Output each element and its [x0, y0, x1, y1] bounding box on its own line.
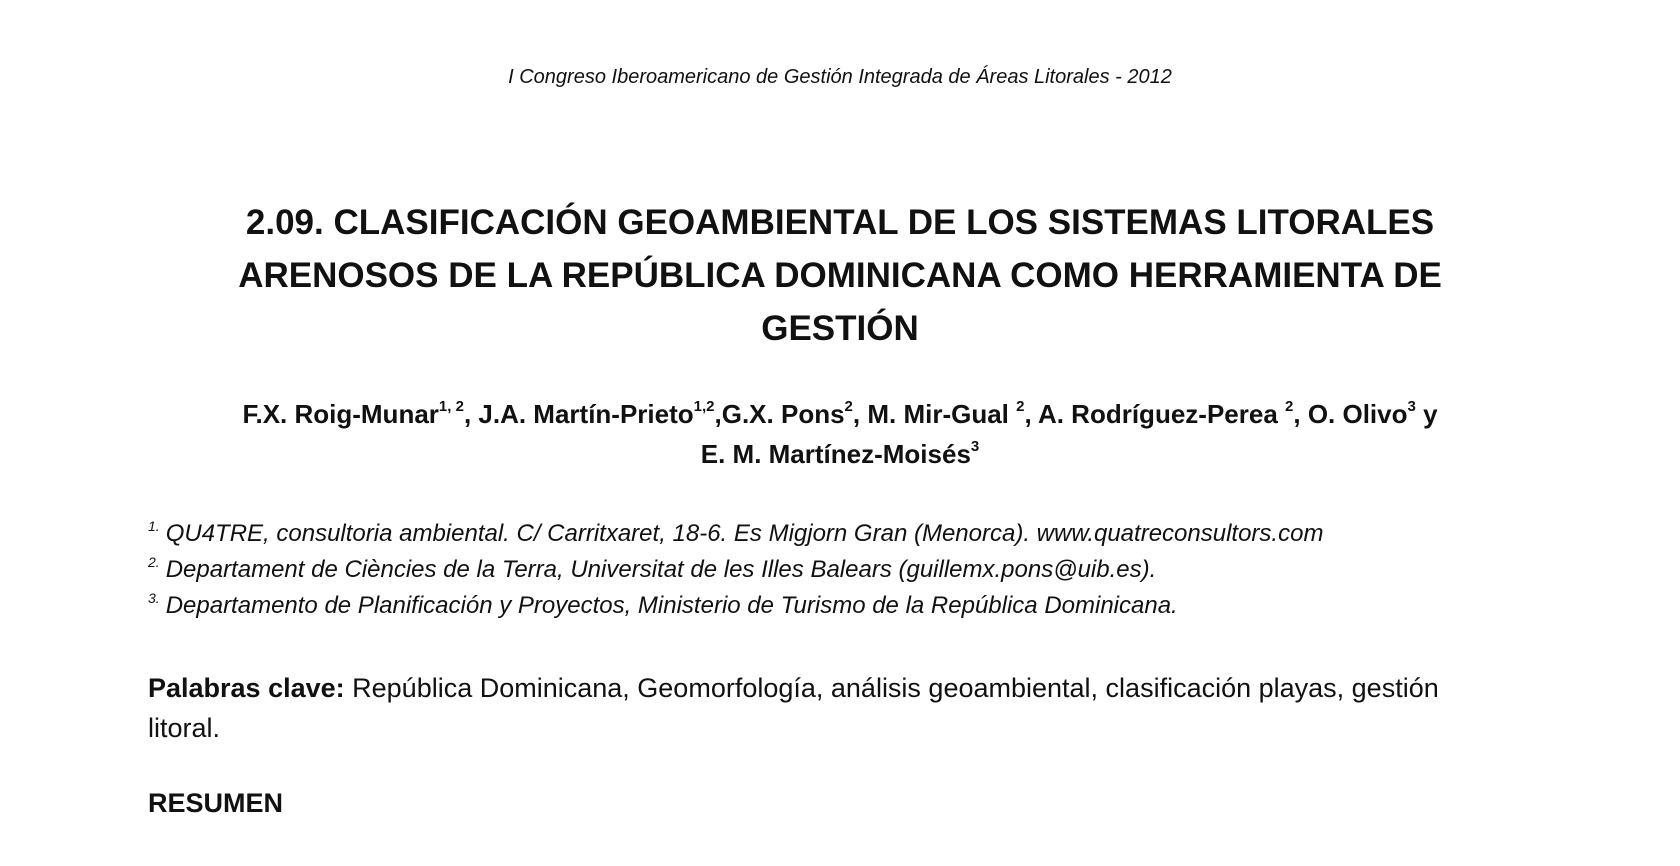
keywords-paragraph — [148, 668, 1508, 748]
section-heading-resumen: RESUMEN — [148, 788, 284, 818]
author-name: O. Olivo — [1307, 399, 1408, 429]
author-name: M. Mir-Gual — [867, 399, 1017, 429]
affiliation-text: QU4TRE, consultoria ambiental. C/ Carritxaret, 18-6. Es Migjorn Gran (Menorca). www.quatreconsultors.com — [165, 520, 1324, 547]
author-affiliation-mark: 2 — [1016, 398, 1025, 415]
paper-title-line-1: 2.09. CLASIFICACIÓN GEOAMBIENTAL DE LOS SISTEMAS LITORALES — [245, 203, 1435, 242]
author-name: J.A. Martín-Prieto — [478, 399, 694, 429]
author-separator: , — [852, 399, 868, 429]
affiliation-item — [148, 588, 1588, 624]
affiliation-list — [148, 516, 1588, 624]
affiliation-number: 3. — [148, 590, 160, 606]
author-affiliation-mark: 2 — [1285, 398, 1294, 415]
affiliation-item — [148, 552, 1588, 588]
keywords-label: Palabras clave: — [148, 673, 345, 703]
paper-title-line-3: GESTIÓN — [761, 309, 919, 348]
author-separator: , — [1293, 399, 1308, 429]
author-separator: y — [1415, 399, 1438, 429]
author-name: E. M. Martínez-Moisés — [700, 439, 971, 469]
paper-title — [160, 196, 1520, 355]
author-name: A. Rodríguez-Perea — [1037, 399, 1286, 429]
affiliation-text: Departament de Ciències de la Terra, Universitat de les Illes Balears (guillemx.pons@uib.es). — [165, 556, 1157, 583]
author-affiliation-mark: 3 — [970, 438, 980, 455]
affiliation-number: 2. — [148, 554, 160, 570]
author-separator: , — [1024, 399, 1038, 429]
affiliation-text: Departamento de Planificación y Proyectos, Ministerio de Turismo de la República Dominicana. — [165, 592, 1178, 619]
author-name: G.X. Pons — [721, 399, 845, 429]
author-separator: , — [463, 399, 479, 429]
author-affiliation-mark: 2 — [844, 398, 853, 415]
affiliation-item — [148, 516, 1588, 552]
paper-title-line-2: ARENOSOS DE LA REPÚBLICA DOMINICANA COMO HERRAMIENTA DE — [238, 256, 1442, 295]
author-separator: , — [714, 399, 722, 429]
author-list — [130, 394, 1550, 474]
author-affiliation-mark: 3 — [1407, 398, 1416, 415]
author-affiliation-mark: 1, 2 — [438, 398, 464, 415]
affiliation-number: 1. — [148, 518, 160, 534]
running-header: I Congreso Iberoamericano de Gestión Integrada de Áreas Litorales - 2012 — [508, 66, 1172, 88]
keywords-text: República Dominicana, Geomorfología, análisis geoambiental, clasificación playas, gestión litoral. — [148, 673, 1439, 743]
author-name: F.X. Roig-Munar — [242, 399, 439, 429]
author-affiliation-mark: 1,2 — [693, 398, 715, 415]
